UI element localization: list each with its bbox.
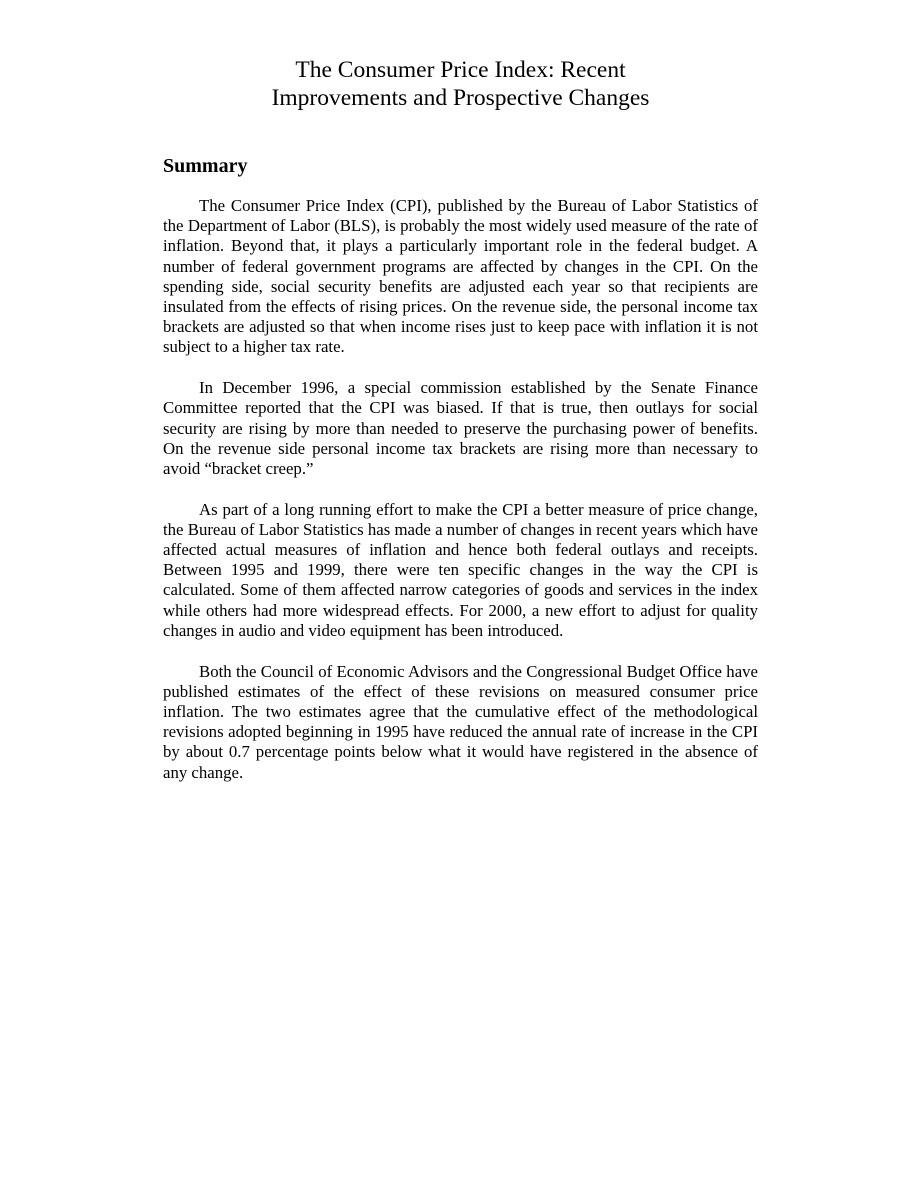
summary-paragraph-4: Both the Council of Economic Advisors and the Congressional Budget Office have published estimates of the effect of these revisions on measured consumer price inflation. The two estimates agree that the cumulative effect of the methodological revisions adopted beginning in 1995 have reduced the annual rate of increase in the CPI by about 0.7 percentage points below what it would have registered in the absence of any change. — [163, 661, 758, 782]
summary-paragraph-2: In December 1996, a special commission established by the Senate Finance Committee reported that the CPI was biased. If that is true, then outlays for social security are rising by more than needed to preserve the purchasing power of benefits. On the revenue side personal income tax brackets are rising more than necessary to avoid “bracket creep.” — [163, 378, 758, 478]
summary-paragraph-1: The Consumer Price Index (CPI), published by the Bureau of Labor Statistics of the Department of Labor (BLS), is probably the most widely used measure of the rate of inflation. Beyond that, it plays a particularly important role in the federal budget. A number of federal government programs are affected by changes in the CPI. On the spending side, social security benefits are adjusted each year so that recipients are insulated from the effects of rising prices. On the revenue side, the personal income tax brackets are adjusted so that when income rises just to keep pace with inflation it is not subject to a higher tax rate. — [163, 196, 758, 357]
title-line-2: Improvements and Prospective Changes — [271, 85, 650, 111]
summary-paragraph-3: As part of a long running effort to make the CPI a better measure of price change, the Bureau of Labor Statistics has made a number of changes in recent years which have affected actual measures of inflation and hence both federal outlays and receipts. Between 1995 and 1999, there were ten specific changes in the way the CPI is calculated. Some of them affected narrow categories of goods and services in the index while others had more widespread effects. For 2000, a new effort to adjust for quality changes in audio and video equipment has been introduced. — [163, 499, 758, 640]
title-line-1: The Consumer Price Index: Recent — [295, 57, 626, 83]
document-title — [163, 56, 758, 112]
document-page — [163, 0, 758, 783]
section-heading: Summary — [163, 155, 248, 177]
